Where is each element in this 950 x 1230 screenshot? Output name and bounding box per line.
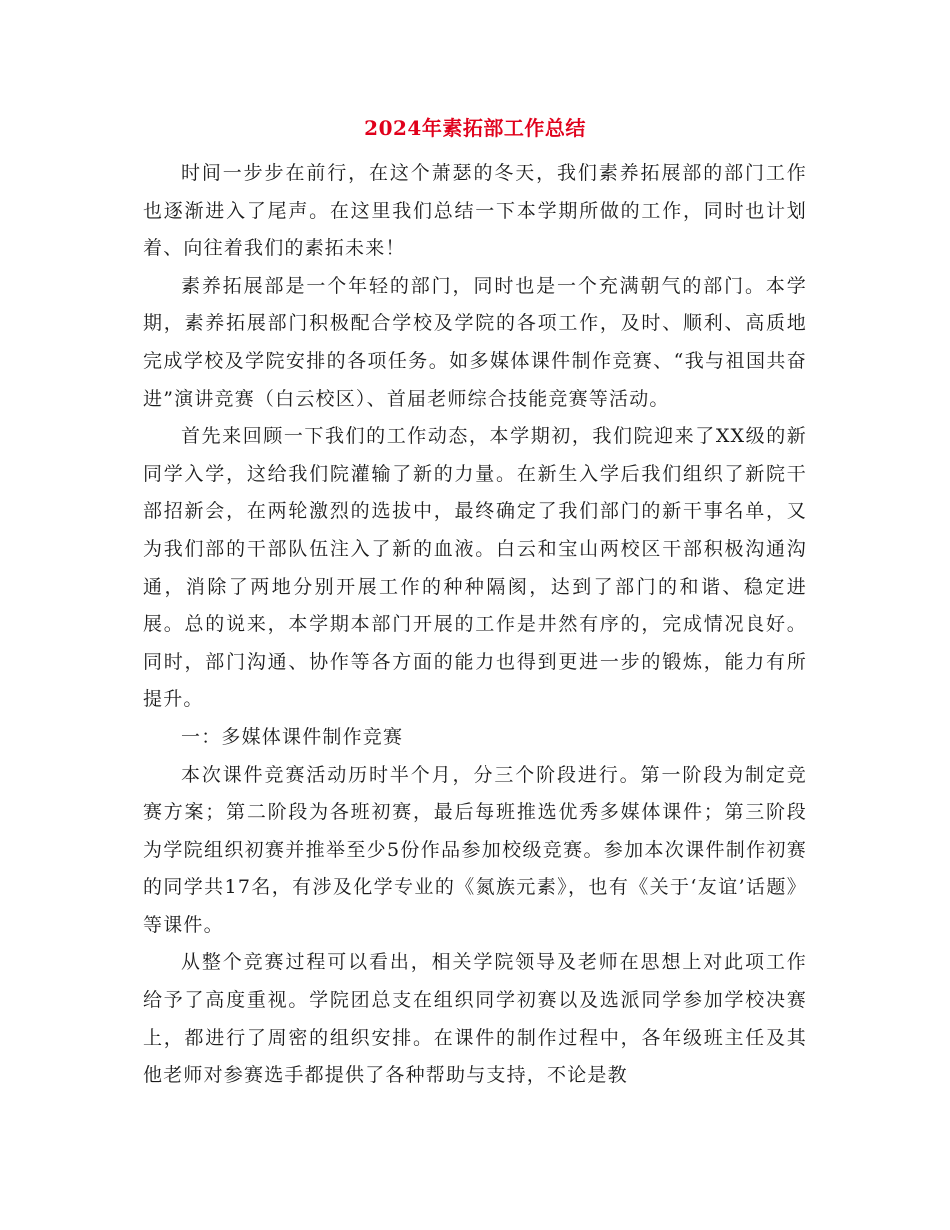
paragraph-review: 首先来回顾一下我们的工作动态，本学期初，我们院迎来了XX级的新同学入学，这给我们院灌输了新的力量。在新生入学后我们组织了新院干部招新会，在两轮激烈的选拔中，最终确定了我们部门的新干事名单，又为我们部的干部队伍注入了新的血液。白云和宝山两校区干部积极沟通沟通，消除了两地分别开展工作的种种隔阂，达到了部门的和谐、稳定进展。总的说来，本学期本部门开展的工作是井然有序的，完成情况良好。同时，部门沟通、协作等各方面的能力也得到更进一步的锻炼，能力有所提升。 xyxy=(143,425,807,711)
document-body xyxy=(143,155,807,1095)
document-title: 2024年素拓部工作总结 xyxy=(364,116,586,140)
section-heading-multimedia: 一：多媒体课件制作竞赛 xyxy=(181,725,404,748)
paragraph-process: 从整个竞赛过程可以看出，相关学院领导及老师在思想上对此项工作给予了高度重视。学院团总支在组织同学初赛以及选派同学参加学校决赛上，都进行了周密的组织安排。在课件的制作过程中，各年级班主任及其他老师对参赛选手都提供了各种帮助与支持，不论是教 xyxy=(143,951,807,1087)
paragraph-competition: 本次课件竞赛活动历时半个月，分三个阶段进行。第一阶段为制定竞赛方案；第二阶段为各班初赛，最后每班推选优秀多媒体课件；第三阶段为学院组织初赛并推举至少5份作品参加校级竞赛。参加本次课件制作初赛的同学共17名，有涉及化学专业的《氮族元素》，也有《关于‘友谊’话题》等课件。 xyxy=(143,763,807,936)
paragraph-department: 素养拓展部是一个年轻的部门，同时也是一个充满朝气的部门。本学期，素养拓展部门积极配合学校及学院的各项工作，及时、顺利、高质地完成学校及学院安排的各项任务。如多媒体课件制作竞赛、“我与祖国共奋进”演讲竞赛（白云校区）、首届老师综合技能竞赛等活动。 xyxy=(143,274,807,410)
paragraph-intro: 时间一步步在前行，在这个萧瑟的冬天，我们素养拓展部的部门工作也逐渐进入了尾声。在这里我们总结一下本学期所做的工作，同时也计划着、向往着我们的素拓未来！ xyxy=(143,162,807,260)
